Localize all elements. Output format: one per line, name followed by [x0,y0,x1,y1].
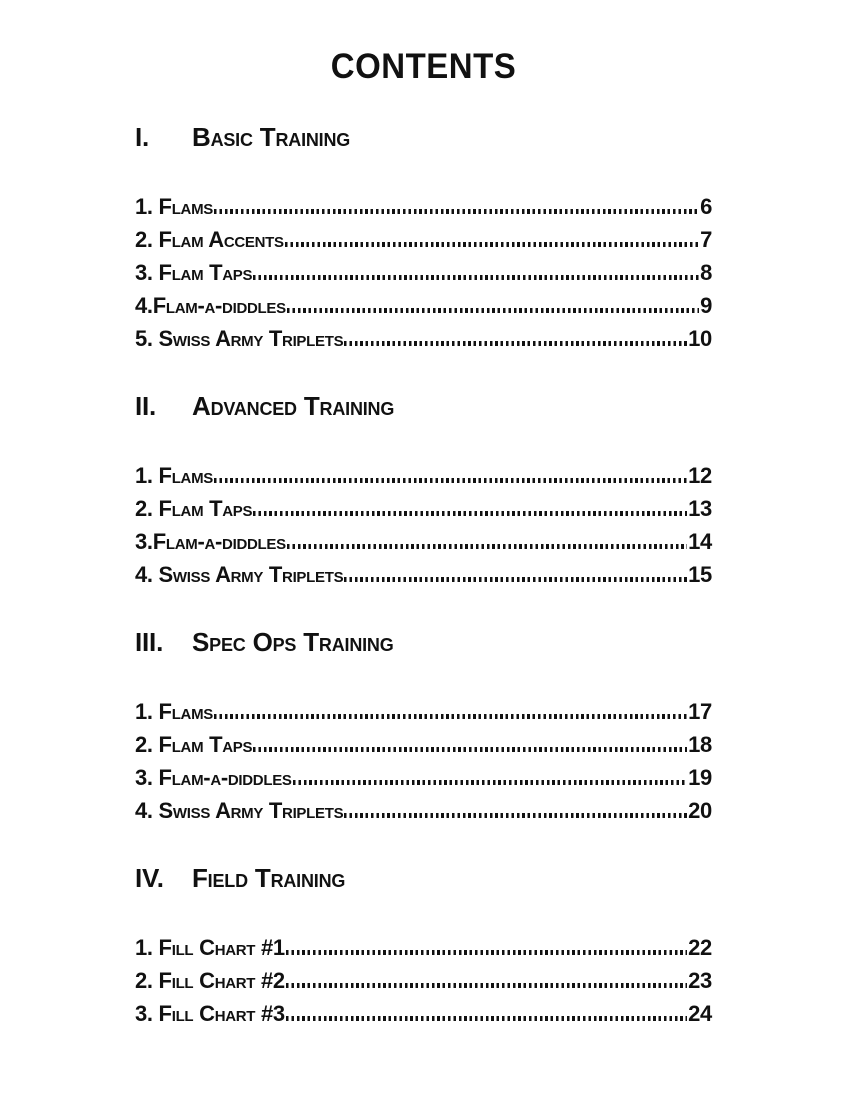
toc-entry [135,931,712,964]
entry-page-number: 13 [688,496,712,521]
section-heading [135,863,712,893]
dot-leader [214,714,687,719]
entry-label: 2. Flam Taps [135,496,253,521]
entry-page-number: 8 [700,260,712,285]
section-heading [135,391,712,421]
entry-label: 1. Fill Chart #1 [135,935,285,960]
entry-label: 2. Flam Accents [135,227,284,252]
dot-leader [253,747,687,752]
section-heading [135,627,712,657]
entry-page-number: 18 [688,732,712,757]
entry-page-number: 12 [688,463,712,488]
toc-entry [135,695,712,728]
entry-list [135,190,712,355]
dot-leader [253,275,699,280]
toc-entry [135,322,712,355]
section-advanced-training [135,391,712,591]
dot-leader [286,1016,687,1021]
section-numeral: III. [135,627,164,657]
entry-page-number: 10 [688,326,712,351]
section-numeral: I. [135,122,150,152]
section-field-training [135,863,712,1030]
toc-entry [135,190,712,223]
dot-leader [293,780,688,785]
entry-label: 4. Swiss Army Triplets [135,798,344,823]
entry-page-number: 9 [700,293,712,318]
entry-label: 3. Flam-a-diddles [135,765,292,790]
entry-label: 5. Swiss Army Triplets [135,326,344,351]
section-title: Spec Ops Training [192,627,394,657]
dot-leader [285,242,699,247]
dot-leader [287,544,687,549]
entry-page-number: 23 [688,968,712,993]
dot-leader [214,209,699,214]
entry-list [135,459,712,591]
dot-leader [344,577,687,582]
entry-page-number: 19 [688,765,712,790]
dot-leader [287,308,699,313]
dot-leader [286,950,687,955]
page-title: CONTENTS [330,45,517,86]
section-title: Basic Training [192,122,351,152]
section-heading [135,122,712,152]
section-title: Advanced Training [192,391,395,421]
toc-entry [135,997,712,1030]
entry-page-number: 24 [688,1001,712,1026]
entry-page-number: 14 [688,529,712,554]
entry-page-number: 7 [700,227,712,252]
entry-label: 1. Flams [135,699,213,724]
entry-label: 3. Flam Taps [135,260,253,285]
entry-label: 2. Flam Taps [135,732,253,757]
entry-label: 1. Flams [135,463,213,488]
section-numeral: II. [135,391,157,421]
entry-label: 4.Flam-a-diddles [135,293,286,318]
entry-label: 1. Flams [135,194,213,219]
toc-entry [135,289,712,322]
toc-entry [135,794,712,827]
toc-entry [135,525,712,558]
entry-label: 3.Flam-a-diddles [135,529,286,554]
entry-page-number: 20 [688,798,712,823]
toc-entry [135,223,712,256]
dot-leader [344,341,687,346]
entry-list [135,931,712,1030]
toc-entry [135,558,712,591]
section-basic-training [135,122,712,355]
section-spec-ops-training [135,627,712,827]
dot-leader [253,511,687,516]
toc-entry [135,256,712,289]
dot-leader [214,478,687,483]
entry-label: 2. Fill Chart #2 [135,968,285,993]
entry-page-number: 22 [688,935,712,960]
toc-entry [135,492,712,525]
entry-page-number: 6 [700,194,712,219]
entry-label: 4. Swiss Army Triplets [135,562,344,587]
toc-entry [135,459,712,492]
section-title: Field Training [192,863,346,893]
entry-label: 3. Fill Chart #3 [135,1001,285,1026]
entry-page-number: 15 [688,562,712,587]
toc-entry [135,964,712,997]
entry-page-number: 17 [688,699,712,724]
toc-entry [135,728,712,761]
dot-leader [344,813,687,818]
dot-leader [286,983,687,988]
toc-entry [135,761,712,794]
section-numeral: IV. [135,863,164,893]
entry-list [135,695,712,827]
